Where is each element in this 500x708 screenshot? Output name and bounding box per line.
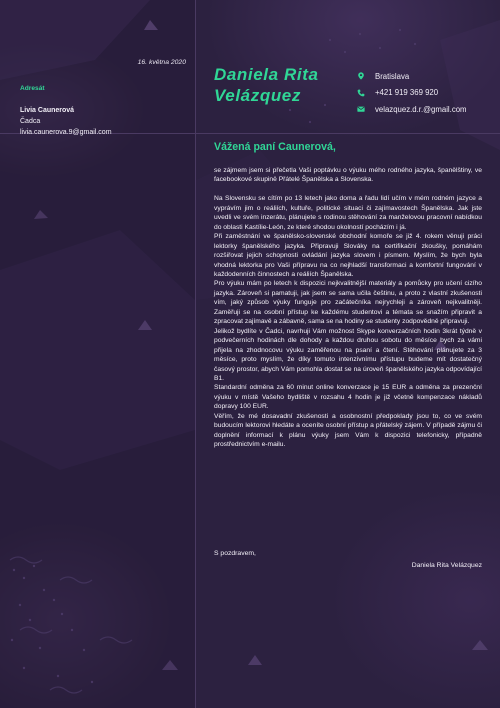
location-pin-icon: [357, 72, 365, 80]
phone-icon: [357, 89, 365, 97]
paragraph-gap: [214, 185, 482, 195]
letter-paragraph: Pro výuku mám po letech k dispozici nejkvalitnější materiály a pomůcky pro učení cizího jazyka. Zároveň si pamatuji, jak jsem se sama učila češtinu, a proto z vlastní zkušenosti vím, jaký způsob výuky funguje pro začátečníka nejrychleji a zároveň nejkvalitněji. Zaměřuji se na osobní přístup ke každému studentovi a témata se snažím připravit a zpracovat zajímavě a zábavně, sama se na hodiny se studenty zodpovědně připravuji.: [214, 280, 482, 326]
envelope-icon: [357, 105, 365, 113]
recipient-block: [20, 105, 112, 138]
contact-email[interactable]: [357, 101, 467, 118]
letter-paragraph: Standardní odměna za 60 minut online konverzace je 15 EUR a odměna za prezenční výuku v místě Vašeho bydliště v rozsahu 4 hodin je již včetně kompenzace nákladů dopravy 100 EUR.: [214, 384, 482, 411]
letter-date: 16. května 2020: [137, 59, 186, 66]
contact-email-text: velazquez.d.r.@gmail.com: [375, 104, 467, 114]
letter-body: [214, 166, 482, 450]
contact-list: [357, 68, 467, 118]
letter-greeting: Vážená paní Caunerová,: [214, 141, 336, 153]
contact-location: [357, 68, 467, 85]
contact-location-text: Bratislava: [375, 71, 410, 81]
recipient-label: Adresát: [20, 85, 45, 92]
vertical-divider: [195, 0, 196, 708]
recipient-city: Čadca: [20, 118, 41, 125]
letter-paragraph: Jelikož bydlíte v Čadci, navrhuji Vám možnost Skype konverzačních hodin 3krát týdně v podvečerních hodinách dle dohody a každou druhou sobotu do měsíce bych za vámi přijela na zhodnocovu výuku zaměřenou na psaní a čtení. Stěhování plánujete za 3 měsíce, proto myslím, že díky tomuto intenzivnímu přístupu budeme mít dostatečný časový prostor, abych Vám pomohla dostat se na úroveň španělského jazyka odpovídající B1.: [214, 327, 482, 383]
letter-paragraph: Při zaměstnání ve španělsko-slovenské obchodní komoře se již 4. rokem věnuji práci lektorky španělského jazyka. Připravuji Slováky na certifikační zkoušky, pomáhám rozšiřovat jejich schopnosti ovládání jazyka slovem i písmem. Myslím, že bych byla vhodná lektorka pro Vaši přípravu na co nejhladší transformaci a komfortní fungování v každodenních činnostech a reáliích Španělska.: [214, 233, 482, 279]
letter-signature: Daniela Rita Velázquez: [411, 562, 482, 569]
recipient-email: livia.caunerova.9@gmail.com: [20, 129, 112, 136]
letter-paragraph: Věřím, že mé dosavadní zkušenosti a osobnostní předpoklady jsou to, co ve svém budoucím lektorovi hledáte a oceníte osobní přístup a přátelský zájem. V případě zájmu či doplnění informací k plánu výuky jsem Vám k dispozici telefonicky, případně prostřednictvím e-mailu.: [214, 412, 482, 449]
letter-closing: S pozdravem,: [214, 550, 256, 557]
letter-paragraph: Na Slovensku se cítím po 13 letech jako doma a řadu lidí učím v mém rodném jazyce a vyprávím jim o reáliích, kultuře, politické situaci či zajímavostech Španělska. Jak jste uvedli ve svém inzerátu, plánujete s rodinou stěhování za manželovou pracovní nabídkou do oblasti Kastílie-León, ze které shodou okolností pocházím i já.: [214, 195, 482, 231]
sender-name: Daniela Rita Velázquez: [214, 65, 319, 105]
recipient-name: Livia Caunerová: [20, 107, 75, 114]
contact-phone[interactable]: [357, 85, 467, 102]
contact-phone-text: +421 919 369 920: [375, 88, 439, 98]
letter-paragraph: se zájmem jsem si přečetla Vaši poptávku o výuku mého rodného jazyka, španělštiny, ve facebookové skupině Přátelé Španělska a Slovenska.: [214, 167, 482, 184]
